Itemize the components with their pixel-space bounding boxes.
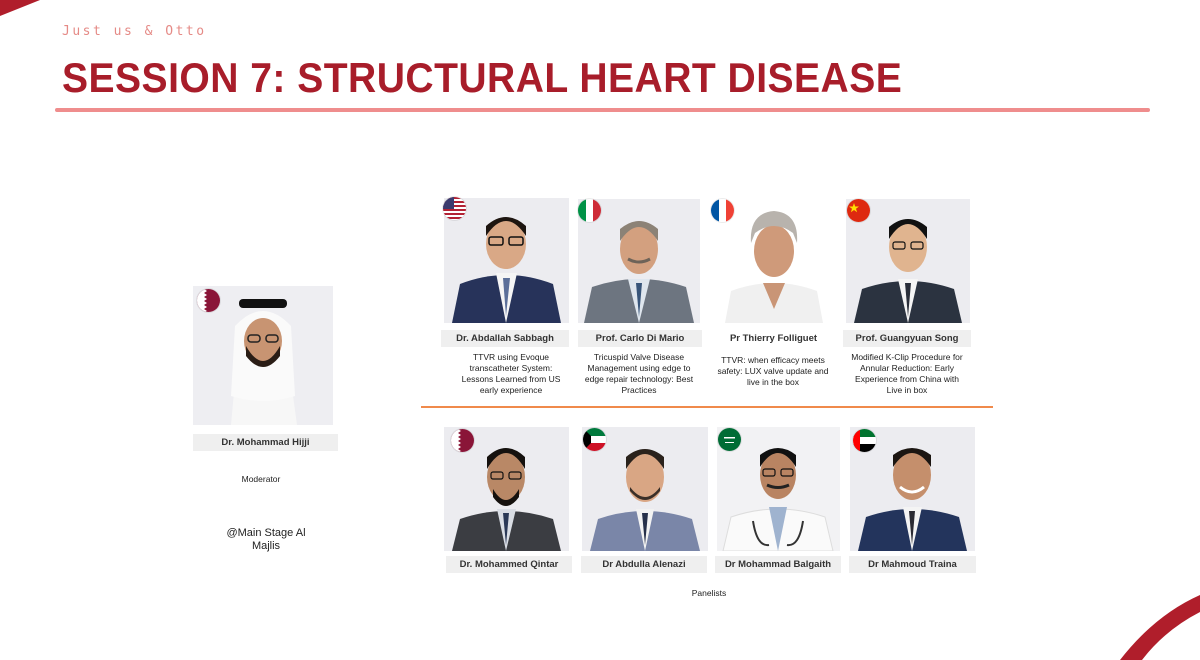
talk-title: TTVR using Evoque transcatheter System: Lessons Learned from US early experience bbox=[461, 352, 561, 395]
kuwait-flag-icon bbox=[583, 428, 606, 451]
page-title: SESSION 7: STRUCTURAL HEART DISEASE bbox=[62, 54, 903, 101]
france-flag-icon bbox=[711, 199, 734, 222]
panelists-label: Panelists bbox=[691, 588, 727, 598]
italy-flag-icon bbox=[578, 199, 601, 222]
saudi-flag-icon bbox=[718, 428, 741, 451]
speaker-name: Pr Thierry Folliguet bbox=[710, 330, 837, 347]
usa-flag-icon bbox=[443, 197, 466, 220]
section-divider bbox=[421, 406, 993, 408]
qatar-flag-icon bbox=[451, 429, 474, 452]
moderator-role: Moderator bbox=[241, 474, 281, 484]
panelist-name: Dr Abdulla Alenazi bbox=[581, 556, 707, 573]
moderator-name: Dr. Mohammad Hijji bbox=[193, 434, 338, 451]
talk-title: TTVR: when efficacy meets safety: LUX valve update and live in the box bbox=[717, 355, 829, 387]
title-underline bbox=[55, 108, 1150, 112]
talk-title: Tricuspid Valve Disease Management using edge to edge repair technology: Best Practices bbox=[584, 352, 694, 395]
china-flag-icon bbox=[847, 199, 870, 222]
panelist-name: Dr Mohammad Balgaith bbox=[715, 556, 841, 573]
corner-swoosh-bottom-right bbox=[1120, 590, 1200, 660]
speaker-photo bbox=[444, 198, 569, 323]
talk-title: Modified K-Clip Procedure for Annular Reduction: Early Experience from China with Live in box bbox=[851, 352, 963, 395]
corner-swoosh-top-left bbox=[0, 0, 60, 20]
speaker-name: Prof. Guangyuan Song bbox=[843, 330, 971, 347]
speaker-name: Prof. Carlo Di Mario bbox=[578, 330, 702, 347]
qatar-flag-icon bbox=[197, 289, 220, 312]
tagline: Just us & Otto bbox=[62, 24, 207, 39]
panelist-name: Dr Mahmoud Traina bbox=[849, 556, 976, 573]
venue-label: @Main Stage Al Majlis bbox=[226, 527, 306, 552]
uae-flag-icon bbox=[853, 429, 876, 452]
panelist-name: Dr. Mohammed Qintar bbox=[446, 556, 572, 573]
speaker-name: Dr. Abdallah Sabbagh bbox=[441, 330, 569, 347]
